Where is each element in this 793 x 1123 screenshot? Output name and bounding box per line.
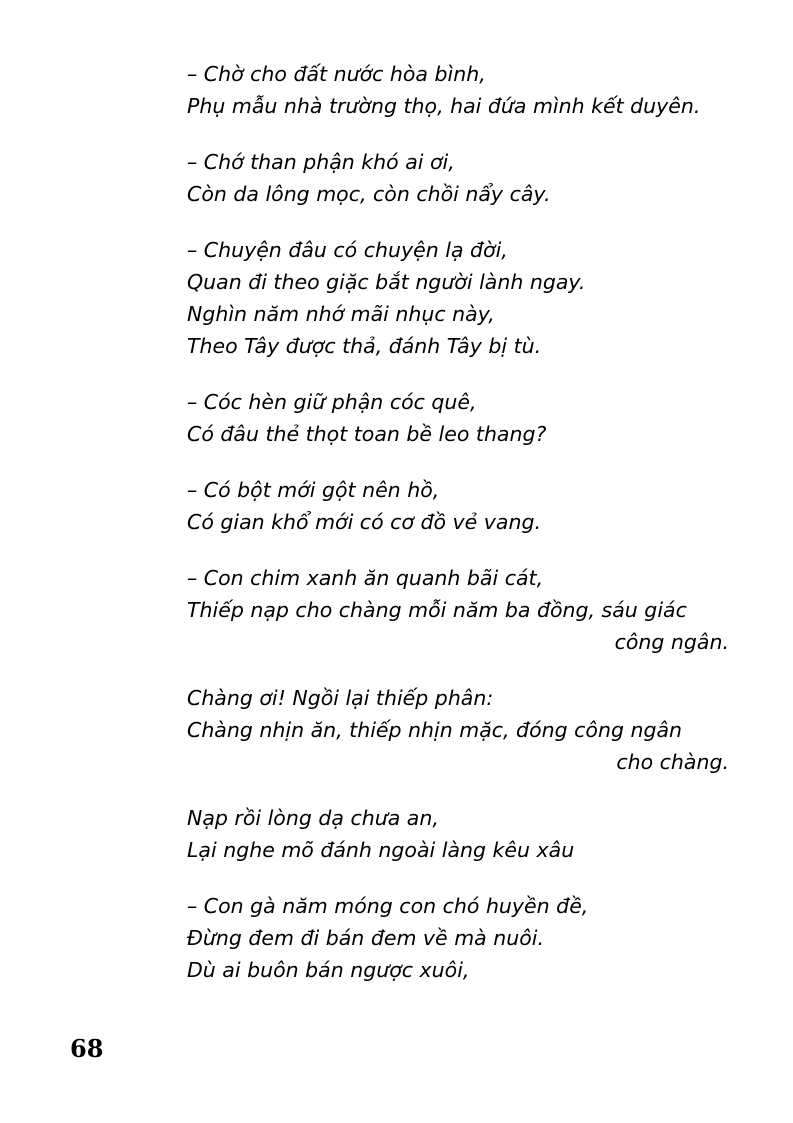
stanza <box>187 890 747 986</box>
verse-line: Lại nghe mõ đánh ngoài làng kêu xâu <box>187 838 575 862</box>
verse-line: Chàng nhịn ăn, thiếp nhịn mặc, đóng công ngân <box>187 718 683 742</box>
verse-line-continuation: công ngân. <box>614 630 729 654</box>
verse-line: – Chờ cho đất nước hòa bình, <box>187 62 486 86</box>
verse-line: – Con chim xanh ăn quanh bãi cát, <box>187 566 544 590</box>
stanza <box>187 474 747 538</box>
verse-line: Dù ai buôn bán ngược xuôi, <box>187 958 470 982</box>
verse-line: – Chuyện đâu có chuyện lạ đời, <box>187 238 508 262</box>
verse-line: Chàng ơi! Ngồi lại thiếp phân: <box>187 686 494 710</box>
verse-line: Quan đi theo giặc bắt người lành ngay. <box>187 270 586 294</box>
verse-line: Đừng đem đi bán đem về mà nuôi. <box>187 926 544 950</box>
verse-line: Thiếp nạp cho chàng mỗi năm ba đồng, sáu giác <box>187 598 687 622</box>
verse-line: – Chớ than phận khó ai ơi, <box>187 150 455 174</box>
verse-line: – Có bột mới gột nên hồ, <box>187 478 440 502</box>
verse-line: Còn da lông mọc, còn chồi nẩy cây. <box>187 182 551 206</box>
verse-line: – Con gà năm móng con chó huyền đề, <box>187 894 589 918</box>
stanza <box>187 386 747 450</box>
stanza <box>187 58 747 122</box>
stanza <box>187 682 747 778</box>
stanza <box>187 234 747 362</box>
poem-text <box>187 58 747 1010</box>
verse-line: Theo Tây được thả, đánh Tây bị tù. <box>187 334 542 358</box>
stanza <box>187 562 747 658</box>
verse-line: Phụ mẫu nhà trường thọ, hai đứa mình kết duyên. <box>187 94 701 118</box>
stanza <box>187 802 747 866</box>
stanza <box>187 146 747 210</box>
verse-line: Có gian khổ mới có cơ đồ vẻ vang. <box>187 510 542 534</box>
verse-line: Nghìn năm nhớ mãi nhục này, <box>187 302 495 326</box>
verse-line: – Cóc hèn giữ phận cóc quê, <box>187 390 477 414</box>
verse-line-continuation: cho chàng. <box>616 750 729 774</box>
page-number: 68 <box>70 1034 104 1063</box>
verse-line: Nạp rồi lòng dạ chưa an, <box>187 806 439 830</box>
verse-line: Có đâu thẻ thọt toan bề leo thang? <box>187 422 547 446</box>
